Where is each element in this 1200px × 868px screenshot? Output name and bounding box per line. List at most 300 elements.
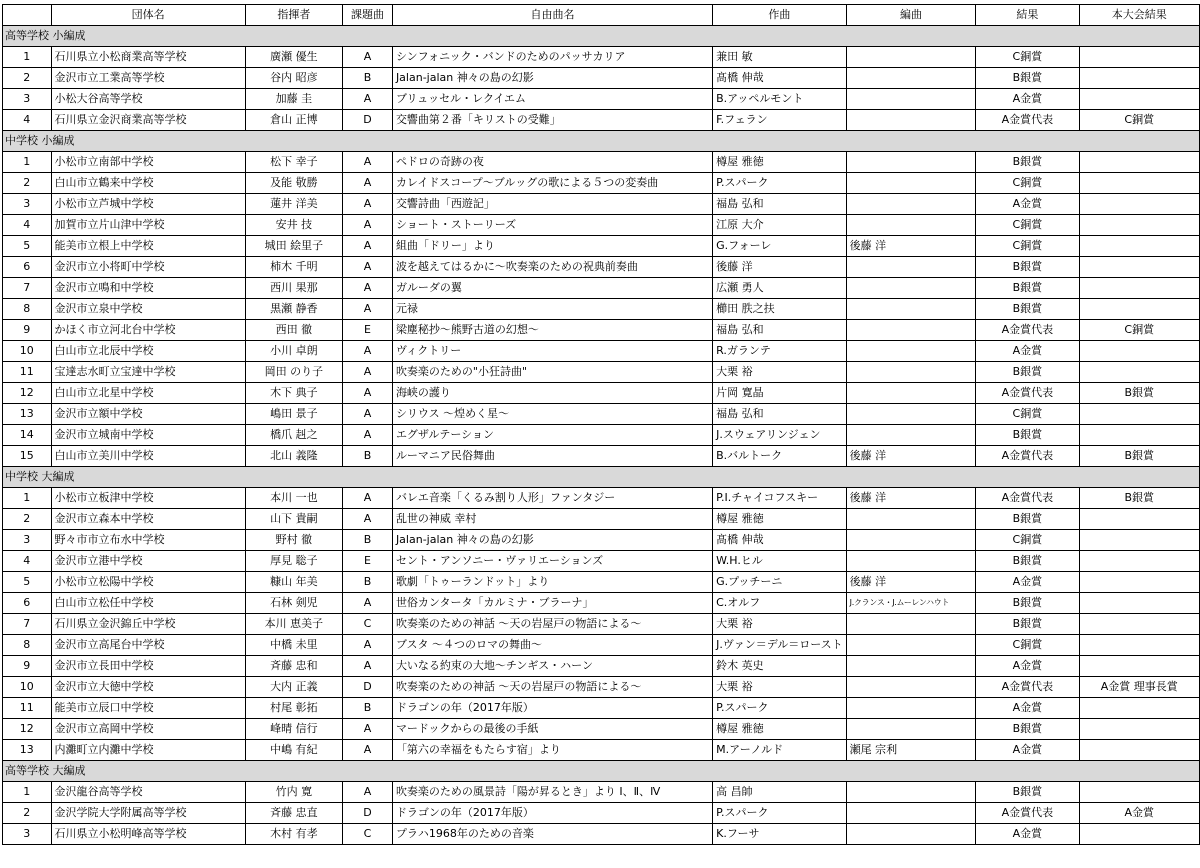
composer-cell: K.フーサ <box>713 824 847 845</box>
final-result-cell <box>1079 824 1199 845</box>
group-name-cell: 白山市立北辰中学校 <box>51 341 245 362</box>
free-piece-cell: ルーマニア民俗舞曲 <box>392 446 712 467</box>
result-cell: A金賞 <box>976 824 1079 845</box>
conductor-cell: 峰晴 信行 <box>245 719 342 740</box>
free-piece-cell: Jalan-jalan 神々の島の幻影 <box>392 530 712 551</box>
section-title: 高等学校 小編成 <box>3 26 1200 47</box>
conductor-cell: 橋爪 赳之 <box>245 425 342 446</box>
row-index-cell: 7 <box>3 614 52 635</box>
arranger-cell <box>846 677 976 698</box>
table-row <box>3 89 1200 110</box>
conductor-cell: 中橋 未里 <box>245 635 342 656</box>
header-result: 結果 <box>976 5 1079 26</box>
set-piece-cell: B <box>343 446 393 467</box>
final-result-cell <box>1079 341 1199 362</box>
result-cell: B銀賞 <box>976 614 1079 635</box>
set-piece-cell: A <box>343 215 393 236</box>
arranger-cell: 後藤 洋 <box>846 572 976 593</box>
set-piece-cell: A <box>343 194 393 215</box>
conductor-cell: 及能 敬勝 <box>245 173 342 194</box>
section-title: 中学校 大編成 <box>3 467 1200 488</box>
set-piece-cell: A <box>343 740 393 761</box>
group-name-cell: 金沢市立高岡中学校 <box>51 719 245 740</box>
table-row <box>3 824 1200 845</box>
set-piece-cell: A <box>343 656 393 677</box>
final-result-cell <box>1079 551 1199 572</box>
free-piece-cell: ドラゴンの年（2017年版） <box>392 803 712 824</box>
composer-cell: M.アーノルド <box>713 740 847 761</box>
free-piece-cell: バレエ音楽「くるみ割り人形」ファンタジー <box>392 488 712 509</box>
set-piece-cell: A <box>343 173 393 194</box>
final-result-cell <box>1079 257 1199 278</box>
final-result-cell <box>1079 194 1199 215</box>
free-piece-cell: 交響曲第２番「キリストの受難」 <box>392 110 712 131</box>
free-piece-cell: Jalan-jalan 神々の島の幻影 <box>392 68 712 89</box>
table-body <box>3 26 1200 845</box>
result-cell: A金賞代表 <box>976 383 1079 404</box>
section-title: 高等学校 大編成 <box>3 761 1200 782</box>
set-piece-cell: E <box>343 551 393 572</box>
arranger-cell <box>846 194 976 215</box>
composer-cell: 鈴木 英史 <box>713 656 847 677</box>
final-result-cell <box>1079 530 1199 551</box>
group-name-cell: 白山市立美川中学校 <box>51 446 245 467</box>
result-cell: A金賞 <box>976 341 1079 362</box>
table-row <box>3 488 1200 509</box>
set-piece-cell: A <box>343 635 393 656</box>
group-name-cell: 金沢市立港中学校 <box>51 551 245 572</box>
final-result-cell <box>1079 425 1199 446</box>
table-row <box>3 572 1200 593</box>
row-index-cell: 3 <box>3 530 52 551</box>
arranger-cell <box>846 530 976 551</box>
composer-cell: W.H.ヒル <box>713 551 847 572</box>
final-result-cell: A金賞 <box>1079 803 1199 824</box>
final-result-cell: C銅賞 <box>1079 320 1199 341</box>
set-piece-cell: A <box>343 362 393 383</box>
result-cell: B銀賞 <box>976 551 1079 572</box>
conductor-cell: 木下 典子 <box>245 383 342 404</box>
row-index-cell: 4 <box>3 110 52 131</box>
group-name-cell: 小松市立南部中学校 <box>51 152 245 173</box>
conductor-cell: 糠山 年美 <box>245 572 342 593</box>
group-name-cell: かほく市立河北台中学校 <box>51 320 245 341</box>
result-cell: B銀賞 <box>976 782 1079 803</box>
row-index-cell: 3 <box>3 89 52 110</box>
group-name-cell: 金沢龍谷高等学校 <box>51 782 245 803</box>
table-row <box>3 362 1200 383</box>
final-result-cell <box>1079 719 1199 740</box>
composer-cell: 大栗 裕 <box>713 614 847 635</box>
conductor-cell: 西田 徹 <box>245 320 342 341</box>
final-result-cell <box>1079 173 1199 194</box>
final-result-cell: B銀賞 <box>1079 488 1199 509</box>
composer-cell: 髙橋 伸哉 <box>713 68 847 89</box>
section-header-row <box>3 761 1200 782</box>
arranger-cell <box>846 215 976 236</box>
arranger-cell: 後藤 洋 <box>846 236 976 257</box>
set-piece-cell: D <box>343 110 393 131</box>
final-result-cell <box>1079 593 1199 614</box>
group-name-cell: 石川県立金沢錦丘中学校 <box>51 614 245 635</box>
result-cell: A金賞 <box>976 698 1079 719</box>
result-cell: C銅賞 <box>976 236 1079 257</box>
result-cell: B銀賞 <box>976 278 1079 299</box>
final-result-cell <box>1079 299 1199 320</box>
final-result-cell <box>1079 698 1199 719</box>
table-row <box>3 152 1200 173</box>
result-cell: A金賞代表 <box>976 320 1079 341</box>
conductor-cell: 加藤 圭 <box>245 89 342 110</box>
arranger-cell <box>846 173 976 194</box>
final-result-cell <box>1079 236 1199 257</box>
arranger-cell <box>846 803 976 824</box>
arranger-cell: 瀬尾 宗利 <box>846 740 976 761</box>
free-piece-cell: ペドロの奇跡の夜 <box>392 152 712 173</box>
result-cell: A金賞代表 <box>976 110 1079 131</box>
result-cell: B銀賞 <box>976 152 1079 173</box>
row-index-cell: 6 <box>3 593 52 614</box>
free-piece-cell: エグザルテーション <box>392 425 712 446</box>
group-name-cell: 金沢市立森本中学校 <box>51 509 245 530</box>
conductor-cell: 北山 義隆 <box>245 446 342 467</box>
final-result-cell <box>1079 362 1199 383</box>
header-row <box>3 5 1200 26</box>
result-cell: C銅賞 <box>976 173 1079 194</box>
final-result-cell <box>1079 740 1199 761</box>
result-cell: B銀賞 <box>976 593 1079 614</box>
group-name-cell: 金沢市立工業高等学校 <box>51 68 245 89</box>
group-name-cell: 金沢市立泉中学校 <box>51 299 245 320</box>
table-row <box>3 593 1200 614</box>
free-piece-cell: ブスタ ～４つのロマの舞曲～ <box>392 635 712 656</box>
final-result-cell <box>1079 404 1199 425</box>
set-piece-cell: A <box>343 719 393 740</box>
row-index-cell: 2 <box>3 173 52 194</box>
composer-cell: 樽屋 雅徳 <box>713 152 847 173</box>
composer-cell: P.スパーク <box>713 698 847 719</box>
arranger-cell <box>846 341 976 362</box>
group-name-cell: 白山市立北星中学校 <box>51 383 245 404</box>
row-index-cell: 6 <box>3 257 52 278</box>
final-result-cell <box>1079 635 1199 656</box>
group-name-cell: 白山市立鶴来中学校 <box>51 173 245 194</box>
row-index-cell: 12 <box>3 719 52 740</box>
set-piece-cell: A <box>343 278 393 299</box>
arranger-cell <box>846 824 976 845</box>
row-index-cell: 1 <box>3 47 52 68</box>
conductor-cell: 西川 果那 <box>245 278 342 299</box>
set-piece-cell: A <box>343 299 393 320</box>
set-piece-cell: A <box>343 236 393 257</box>
set-piece-cell: B <box>343 572 393 593</box>
result-cell: A金賞代表 <box>976 488 1079 509</box>
final-result-cell: A金賞 理事長賞 <box>1079 677 1199 698</box>
composer-cell: 福島 弘和 <box>713 194 847 215</box>
group-name-cell: 金沢市立額中学校 <box>51 404 245 425</box>
final-result-cell <box>1079 509 1199 530</box>
final-result-cell <box>1079 68 1199 89</box>
group-name-cell: 小松市立板津中学校 <box>51 488 245 509</box>
row-index-cell: 11 <box>3 698 52 719</box>
conductor-cell: 斉藤 忠和 <box>245 656 342 677</box>
arranger-cell <box>846 320 976 341</box>
result-cell: A金賞代表 <box>976 803 1079 824</box>
composer-cell: C.オルフ <box>713 593 847 614</box>
header-index <box>3 5 52 26</box>
free-piece-cell: 梁塵秘抄～熊野古道の幻想～ <box>392 320 712 341</box>
result-cell: C銅賞 <box>976 635 1079 656</box>
arranger-cell: J.クランス・J.ムーレンハウト <box>846 593 976 614</box>
set-piece-cell: B <box>343 698 393 719</box>
row-index-cell: 10 <box>3 677 52 698</box>
row-index-cell: 4 <box>3 551 52 572</box>
set-piece-cell: B <box>343 530 393 551</box>
composer-cell: 片岡 寛晶 <box>713 383 847 404</box>
header-set-piece: 課題曲 <box>343 5 393 26</box>
table-row <box>3 677 1200 698</box>
row-index-cell: 1 <box>3 782 52 803</box>
table-row <box>3 614 1200 635</box>
free-piece-cell: 海峡の護り <box>392 383 712 404</box>
conductor-cell: 石林 剣児 <box>245 593 342 614</box>
group-name-cell: 能美市立辰口中学校 <box>51 698 245 719</box>
free-piece-cell: ガルーダの翼 <box>392 278 712 299</box>
table-row <box>3 635 1200 656</box>
group-name-cell: 金沢学院大学附属高等学校 <box>51 803 245 824</box>
row-index-cell: 15 <box>3 446 52 467</box>
composer-cell: P.スパーク <box>713 803 847 824</box>
group-name-cell: 宝達志水町立宝達中学校 <box>51 362 245 383</box>
header-final-result: 本大会結果 <box>1079 5 1199 26</box>
header-arranger: 編曲 <box>846 5 976 26</box>
set-piece-cell: C <box>343 614 393 635</box>
conductor-cell: 安井 技 <box>245 215 342 236</box>
arranger-cell <box>846 383 976 404</box>
final-result-cell: C銅賞 <box>1079 110 1199 131</box>
set-piece-cell: A <box>343 257 393 278</box>
group-name-cell: 加賀市立片山津中学校 <box>51 215 245 236</box>
group-name-cell: 金沢市立大徳中学校 <box>51 677 245 698</box>
section-header-row <box>3 131 1200 152</box>
free-piece-cell: 組曲「ドリー」より <box>392 236 712 257</box>
result-cell: A金賞代表 <box>976 446 1079 467</box>
free-piece-cell: 元禄 <box>392 299 712 320</box>
set-piece-cell: A <box>343 404 393 425</box>
row-index-cell: 14 <box>3 425 52 446</box>
final-result-cell <box>1079 215 1199 236</box>
conductor-cell: 柿木 千明 <box>245 257 342 278</box>
table-row <box>3 782 1200 803</box>
composer-cell: 福島 弘和 <box>713 404 847 425</box>
arranger-cell <box>846 257 976 278</box>
result-cell: C銅賞 <box>976 47 1079 68</box>
set-piece-cell: A <box>343 341 393 362</box>
free-piece-cell: 大いなる約束の大地～チンギス・ハーン <box>392 656 712 677</box>
arranger-cell <box>846 278 976 299</box>
free-piece-cell: 吹奏楽のための神話 ～天の岩屋戸の物語による～ <box>392 614 712 635</box>
composer-cell: 大栗 裕 <box>713 677 847 698</box>
result-cell: A金賞 <box>976 194 1079 215</box>
group-name-cell: 石川県立小松商業高等学校 <box>51 47 245 68</box>
free-piece-cell: ブリュッセル・レクイエム <box>392 89 712 110</box>
free-piece-cell: シンフォニック・バンドのためのパッサカリア <box>392 47 712 68</box>
row-index-cell: 7 <box>3 278 52 299</box>
set-piece-cell: A <box>343 152 393 173</box>
group-name-cell: 小松市立芦城中学校 <box>51 194 245 215</box>
final-result-cell <box>1079 89 1199 110</box>
final-result-cell <box>1079 656 1199 677</box>
group-name-cell: 金沢市立長田中学校 <box>51 656 245 677</box>
conductor-cell: 本川 一也 <box>245 488 342 509</box>
composer-cell: F.フェラン <box>713 110 847 131</box>
row-index-cell: 1 <box>3 488 52 509</box>
result-cell: B銀賞 <box>976 257 1079 278</box>
arranger-cell <box>846 551 976 572</box>
row-index-cell: 10 <box>3 341 52 362</box>
set-piece-cell: A <box>343 509 393 530</box>
table-row <box>3 803 1200 824</box>
arranger-cell <box>846 614 976 635</box>
composer-cell: 高 昌帥 <box>713 782 847 803</box>
composer-cell: P.I.チャイコフスキー <box>713 488 847 509</box>
table-row <box>3 404 1200 425</box>
free-piece-cell: 吹奏楽のための"小狂詩曲" <box>392 362 712 383</box>
section-header-row <box>3 26 1200 47</box>
arranger-cell <box>846 152 976 173</box>
table-row <box>3 299 1200 320</box>
final-result-cell <box>1079 782 1199 803</box>
group-name-cell: 石川県立金沢商業高等学校 <box>51 110 245 131</box>
set-piece-cell: A <box>343 383 393 404</box>
composer-cell: 櫛田 胅之扶 <box>713 299 847 320</box>
group-name-cell: 内灘町立内灘中学校 <box>51 740 245 761</box>
group-name-cell: 白山市立松任中学校 <box>51 593 245 614</box>
conductor-cell: 岡田 のり子 <box>245 362 342 383</box>
group-name-cell: 金沢市立鳴和中学校 <box>51 278 245 299</box>
table-row <box>3 194 1200 215</box>
row-index-cell: 8 <box>3 635 52 656</box>
result-cell: B銀賞 <box>976 425 1079 446</box>
final-result-cell: B銀賞 <box>1079 446 1199 467</box>
result-cell: C銅賞 <box>976 404 1079 425</box>
arranger-cell <box>846 362 976 383</box>
free-piece-cell: 乱世の神威 幸村 <box>392 509 712 530</box>
row-index-cell: 5 <box>3 572 52 593</box>
table-row <box>3 257 1200 278</box>
arranger-cell <box>846 89 976 110</box>
row-index-cell: 2 <box>3 68 52 89</box>
arranger-cell <box>846 782 976 803</box>
arranger-cell: 後藤 洋 <box>846 446 976 467</box>
conductor-cell: 黒瀬 静香 <box>245 299 342 320</box>
conductor-cell: 嶋田 景子 <box>245 404 342 425</box>
row-index-cell: 13 <box>3 404 52 425</box>
table-row <box>3 551 1200 572</box>
row-index-cell: 9 <box>3 656 52 677</box>
table-row <box>3 383 1200 404</box>
set-piece-cell: C <box>343 824 393 845</box>
conductor-cell: 倉山 正博 <box>245 110 342 131</box>
arranger-cell <box>846 656 976 677</box>
free-piece-cell: ショート・ストーリーズ <box>392 215 712 236</box>
set-piece-cell: A <box>343 593 393 614</box>
final-result-cell: B銀賞 <box>1079 383 1199 404</box>
result-cell: B銀賞 <box>976 509 1079 530</box>
free-piece-cell: ドラゴンの年（2017年版） <box>392 698 712 719</box>
result-cell: A金賞 <box>976 572 1079 593</box>
free-piece-cell: 吹奏楽のための風景詩「陽が昇るとき」より Ⅰ、Ⅱ、Ⅳ <box>392 782 712 803</box>
header-conductor: 指揮者 <box>245 5 342 26</box>
result-cell: A金賞 <box>976 740 1079 761</box>
group-name-cell: 小松大谷高等学校 <box>51 89 245 110</box>
free-piece-cell: ヴィクトリー <box>392 341 712 362</box>
conductor-cell: 大内 正義 <box>245 677 342 698</box>
row-index-cell: 13 <box>3 740 52 761</box>
free-piece-cell: 「第六の幸福をもたらす宿」より <box>392 740 712 761</box>
composer-cell: G.フォーレ <box>713 236 847 257</box>
composer-cell: 後藤 洋 <box>713 257 847 278</box>
table-row <box>3 278 1200 299</box>
header-free-piece: 自由曲名 <box>392 5 712 26</box>
result-cell: B銀賞 <box>976 299 1079 320</box>
group-name-cell: 野々市市立布水中学校 <box>51 530 245 551</box>
row-index-cell: 3 <box>3 194 52 215</box>
set-piece-cell: D <box>343 803 393 824</box>
final-result-cell <box>1079 47 1199 68</box>
table-row <box>3 698 1200 719</box>
row-index-cell: 2 <box>3 509 52 530</box>
arranger-cell: 後藤 洋 <box>846 488 976 509</box>
conductor-cell: 村尾 彰拓 <box>245 698 342 719</box>
result-cell: C銅賞 <box>976 530 1079 551</box>
conductor-cell: 小川 卓朗 <box>245 341 342 362</box>
arranger-cell <box>846 698 976 719</box>
table-row <box>3 173 1200 194</box>
result-cell: B銀賞 <box>976 362 1079 383</box>
table-row <box>3 446 1200 467</box>
table-row <box>3 236 1200 257</box>
row-index-cell: 4 <box>3 215 52 236</box>
free-piece-cell: カレイドスコープ～ブルッグの歌による５つの変奏曲 <box>392 173 712 194</box>
free-piece-cell: 波を越えてはるかに～吹奏楽のための祝典前奏曲 <box>392 257 712 278</box>
header-group-name: 団体名 <box>51 5 245 26</box>
result-cell: B銀賞 <box>976 68 1079 89</box>
composer-cell: 髙橋 伸哉 <box>713 530 847 551</box>
table-row <box>3 47 1200 68</box>
arranger-cell <box>846 425 976 446</box>
composer-cell: G.プッチーニ <box>713 572 847 593</box>
table-row <box>3 719 1200 740</box>
arranger-cell <box>846 47 976 68</box>
conductor-cell: 廣瀬 優生 <box>245 47 342 68</box>
final-result-cell <box>1079 278 1199 299</box>
table-row <box>3 341 1200 362</box>
row-index-cell: 12 <box>3 383 52 404</box>
table-row <box>3 320 1200 341</box>
composer-cell: J.スウェアリンジェン <box>713 425 847 446</box>
composer-cell: 樽屋 雅徳 <box>713 719 847 740</box>
conductor-cell: 谷内 昭彦 <box>245 68 342 89</box>
conductor-cell: 本川 恵美子 <box>245 614 342 635</box>
composer-cell: 樽屋 雅徳 <box>713 509 847 530</box>
composer-cell: 広瀬 勇人 <box>713 278 847 299</box>
arranger-cell <box>846 719 976 740</box>
conductor-cell: 城田 絵里子 <box>245 236 342 257</box>
section-title: 中学校 小編成 <box>3 131 1200 152</box>
set-piece-cell: A <box>343 488 393 509</box>
composer-cell: B.アッペルモント <box>713 89 847 110</box>
